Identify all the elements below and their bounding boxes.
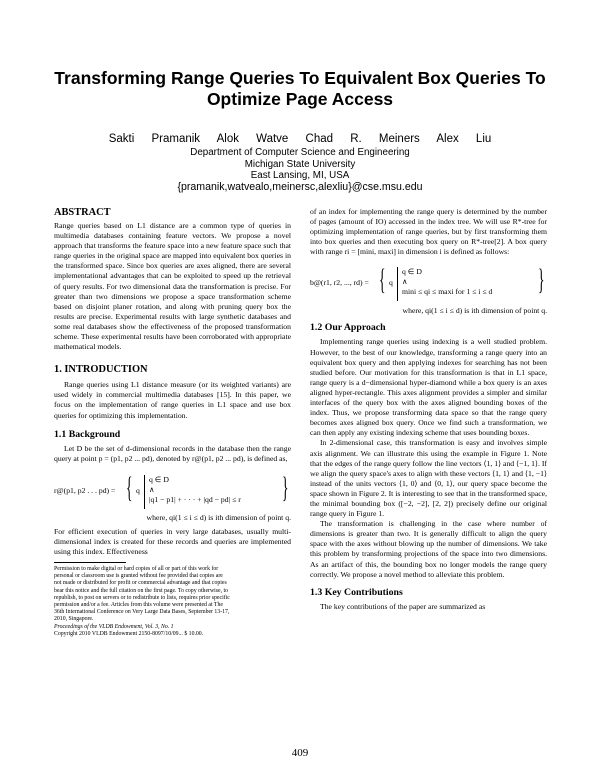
box-query-equation [310,262,547,306]
copyright-line: bear this notice and the full citation on the first page. To copy otherwise, to [54,587,228,594]
equation-2-right-brace: } [538,263,545,297]
equation-2-condition-2: ∧ [402,277,408,287]
abstract-text: Range queries based on L1 distance are a common type of queries in multimedia databases containing feature vectors. We propose a novel approach that transforms the feature space into a new feature space such that range queries in the original space are mapped into equivalent box queries in the transformed space. Since box queries are axes aligned, there are several implementational advantages that can be exploited to speed up the retrieval of query results. For two dimensional data the transformation is precise. For greater than two dimensions we propose a space transformation scheme based on disjoint planer rotation, and along with pruning query box the results are precise. Experimental results with large synthetic databases and some real databases show the effectiveness of the proposed transformation scheme. These experimental results have been corroborated with appropriate mathematical models. [54,221,291,352]
equation-2-condition-3: mini ≤ qi ≤ maxi for 1 ≤ i ≤ d [402,287,493,297]
equation-2-where: where, qi(1 ≤ i ≤ d) is ith dimension of point q. [402,306,547,316]
background-heading: 1.1 Background [54,428,121,440]
equation-1-right-brace: } [282,470,289,504]
range-query-equation [54,470,291,512]
equation-2-conditions [402,267,492,297]
equation-2-bar [397,267,398,301]
approach-paragraph-3: The transformation is challenging in the case where number of dimensions is greater than two. It is generally difficult to align the query space with the axes without blowing up the number of dimensions. We take this problem by transforming projections of the space into two dimensions. As an artifact of this, the bounding box no longer models the range query correctly. We propose a novel method to alleviate this problem. [310,519,547,579]
equation-2-lhs: b@(r1, r2, ..., rd) = [310,278,369,288]
copyright-line: personal or classroom use is granted without fee provided that copies are [54,573,223,580]
introduction-heading: 1. INTRODUCTION [54,364,148,376]
affiliation [40,147,560,182]
copyright-line: 36th International Conference on Very Large Data Bases, September 13-17, [54,609,230,616]
copyright-line: 2010, Singapore. [54,616,94,623]
background-text-continued: For efficient execution of queries in very large databases, usually multi-dimensional index is created for these records and queries are implemented using this index. Effectiveness [54,526,291,556]
copyright-line: republish, to post on servers or to redistribute to lists, requires prior specific [54,594,230,601]
copyright-line: permission and/or a fee. Articles from this volume were presented at The [54,602,223,609]
author-list: Sakti Pramanik Alok Watve Chad R. Meiners Alex Liu [108,133,492,145]
left-column [54,207,291,638]
affiliation-location: East Lansing, MI, USA [250,170,350,181]
equation-1-lhs: r@(p1, p2 . . . pd) = [54,485,116,495]
index-paragraph: of an index for implementing the range query is determined by the number of pages (amount of IO) accessed in the index tree. We will use R*-tree for optimizing implementation of range queries, but by first transforming them into box queries and then executing box query on R*-tree[2]. A box query with range ri = [mini, maxi] in dimension i is defined as follows: [310,207,547,257]
footnote-rule [54,562,126,563]
affiliation-department: Department of Computer Science and Engineering [190,147,410,158]
page-number: 409 [291,747,309,759]
contributions-text: The key contributions of the paper are summarized as [320,601,486,611]
equation-1-bar [144,475,145,509]
equation-1-conditions [149,475,241,505]
paper-title [40,68,560,110]
equation-1-condition-3: |q1 − p1| + · · · + |qd − pd| ≤ r [149,494,241,504]
affiliation-university: Michigan State University [244,158,356,170]
copyright-line: Permission to make digital or hard copies of all or part of this work for [54,566,219,573]
title-line-1: Transforming Range Queries To Equivalent Box Queries To [54,68,546,88]
abstract-heading: ABSTRACT [54,207,111,218]
contributions-heading: 1.3 Key Contributions [310,586,403,598]
introduction-text: Range queries using L1 distance measure (or its weighted variants) are used widely in commercial multimedia databases [15]. In this paper, we focus on the implementation of range queries in L1 space and use box queries for optimizing this implementation. [54,380,291,420]
equation-1-q-symbol: q [136,485,140,495]
equation-2-left-brace: { [379,263,386,297]
copyright-proceedings: Proceedings of the VLDB Endowment, Vol. 3, No. 1 [54,623,174,630]
approach-heading: 1.2 Our Approach [310,322,386,334]
approach-paragraph-1: Implementing range queries using indexing is a well studied problem. However, to the best of our knowledge, transforming a range query into an equivalent box query and then applying indexes for searching has not been studied before. Our motivation for this transformation is that in L1 space, range query is a d−dimensional hyper-diamond while a box query is an axes aligned hyper-rectangle. This axes alignment provides a simpler and similar interfaces of the query box with the axes aligned bounding boxes of the index. Thus, we propose transforming data space so that the range query becomes axes aligned box query. Once we find such a transformation, we can then apply any existing indexing scheme that uses bounding boxes. [310,337,547,438]
equation-2-condition-1: q ∈ D [402,267,422,277]
equation-2-q-symbol: q [389,278,393,288]
approach-paragraph-2: In 2-dimensional case, this transformation is easy and involves simple axis alignment. We can illustrate this using the example in Figure 1. Note that the edges of the range query follow the line vectors ⟨1, 1⟩ and ⟨−1, 1⟩. If we align the query space's axes to align with these vectors ⟨1, 1⟩ and ⟨1, −1⟩ instead of the units vectors ⟨1, 0⟩ and ⟨0, 1⟩, our query space become the space shown in Figure 2. It is interesting to see that in the transformed space, the minimal bounding box ([−2, −2], [2, 2]) precisely define our original range query in Figure 1. [310,438,547,519]
background-text: Let D be the set of d-dimensional records in the database then the range query at point p = (p1, p2 ... pd), denoted by r@(p1, p2 ... pd), is defined as, [54,443,291,463]
right-column [310,207,547,612]
copyright-line: Copyright 2010 VLDB Endowment 2150-8097/10/09... $ 10.00. [54,630,204,637]
title-line-2: Optimize Page Access [206,89,394,109]
equation-1-left-brace: { [126,470,133,504]
copyright-line: not made or distributed for profit or commercial advantage and that copies [54,580,227,587]
equation-1-condition-2: ∧ [149,484,155,494]
equation-1-condition-1: q ∈ D [149,474,169,484]
author-emails: {pramanik,watvealo,meinersc,alexliu}@cse.msu.edu [177,181,423,193]
copyright-notice [54,566,291,638]
equation-1-where: where, qi(1 ≤ i ≤ d) is ith dimension of point q. [146,512,291,522]
